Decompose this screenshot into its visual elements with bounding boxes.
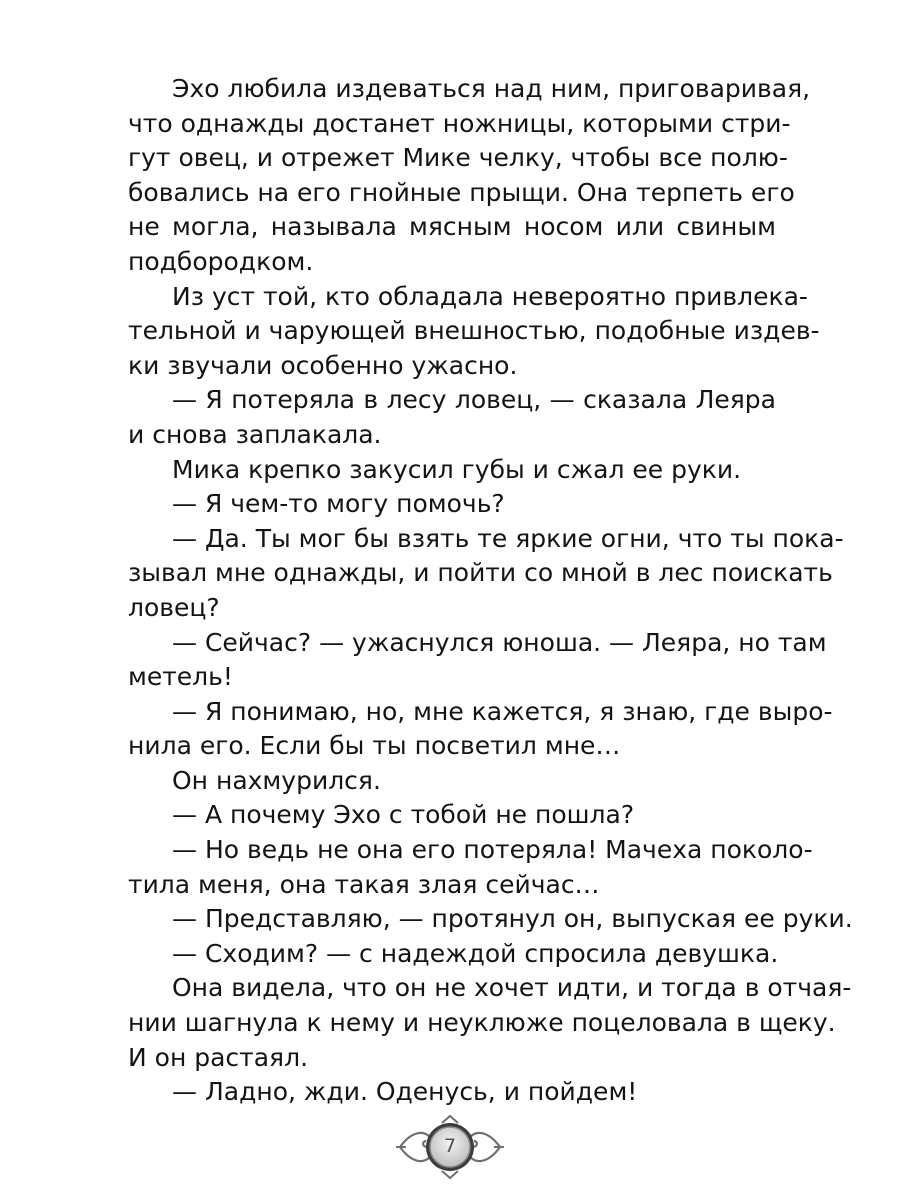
text-line: — Да. Ты мог бы взять те яркие огни, что ты пока- [172, 523, 844, 553]
text-line: тила меня, она такая злая сейчас… [128, 869, 600, 899]
text-line: нии шагнула к нему и неуклюже поцеловала в щеку. [128, 1008, 836, 1038]
text-line: Он нахмурился. [172, 765, 381, 795]
text-line: Мика крепко закусил губы и сжал ее руки. [172, 454, 742, 484]
text-line: и снова заплакала. [128, 419, 382, 449]
text-line: — Ладно, жди. Оденусь, и пойдем! [172, 1077, 638, 1107]
text-line: — Я потеряла в лесу ловец, — сказала Леяра [172, 385, 776, 415]
text-line: — Сейчас? — ужаснулся юноша. — Леяра, но там [172, 627, 827, 657]
text-line: что однажды достанет ножницы, которыми стри- [128, 108, 791, 138]
text-line: Из уст той, кто обладала невероятно привлека- [172, 281, 808, 311]
text-line: Она видела, что он не хочет идти, и тогда в отчая- [172, 973, 852, 1003]
text-line: — Представляю, — протянул он, выпуская ее руки. [172, 904, 853, 934]
text-line: — Сходим? — с надеждой спросила девушка. [172, 938, 779, 968]
text-line: Эхо любила издеваться над ним, приговаривая, [172, 74, 811, 103]
text-line: И он растаял. [128, 1042, 309, 1072]
text-line: нила его. Если бы ты посветил мне… [128, 731, 621, 761]
text-line: тельной и чарующей внешностью, подобные издев- [128, 316, 820, 346]
text-line: — А почему Эхо с тобой не пошла? [172, 800, 635, 830]
body-text [128, 72, 853, 1110]
text-line: бовались на его гнойные прыщи. Она терпеть его [128, 177, 795, 207]
text-line: ки звучали особенно ужасно. [128, 350, 518, 380]
text-line: ловец? [128, 592, 220, 622]
text-line: зывал мне однажды, и пойти со мной в лес поискать [128, 558, 833, 588]
text-line: подбородком. [128, 246, 314, 276]
text-line: — Я понимаю, но, мне кажется, я знаю, где выро- [172, 696, 833, 726]
text-line: не могла, называла мясным носом или свиным [128, 212, 776, 242]
text-line: — Я чем-то могу помочь? [172, 489, 505, 519]
text-line: — Но ведь не она его потеряла! Мачеха поколо- [172, 835, 813, 865]
page-number: 7 [443, 1135, 457, 1157]
page-number-ornament [396, 1115, 504, 1179]
text-line: метель! [128, 662, 233, 692]
text-line: гут овец, и отрежет Мике челку, чтобы все полю- [128, 143, 788, 173]
